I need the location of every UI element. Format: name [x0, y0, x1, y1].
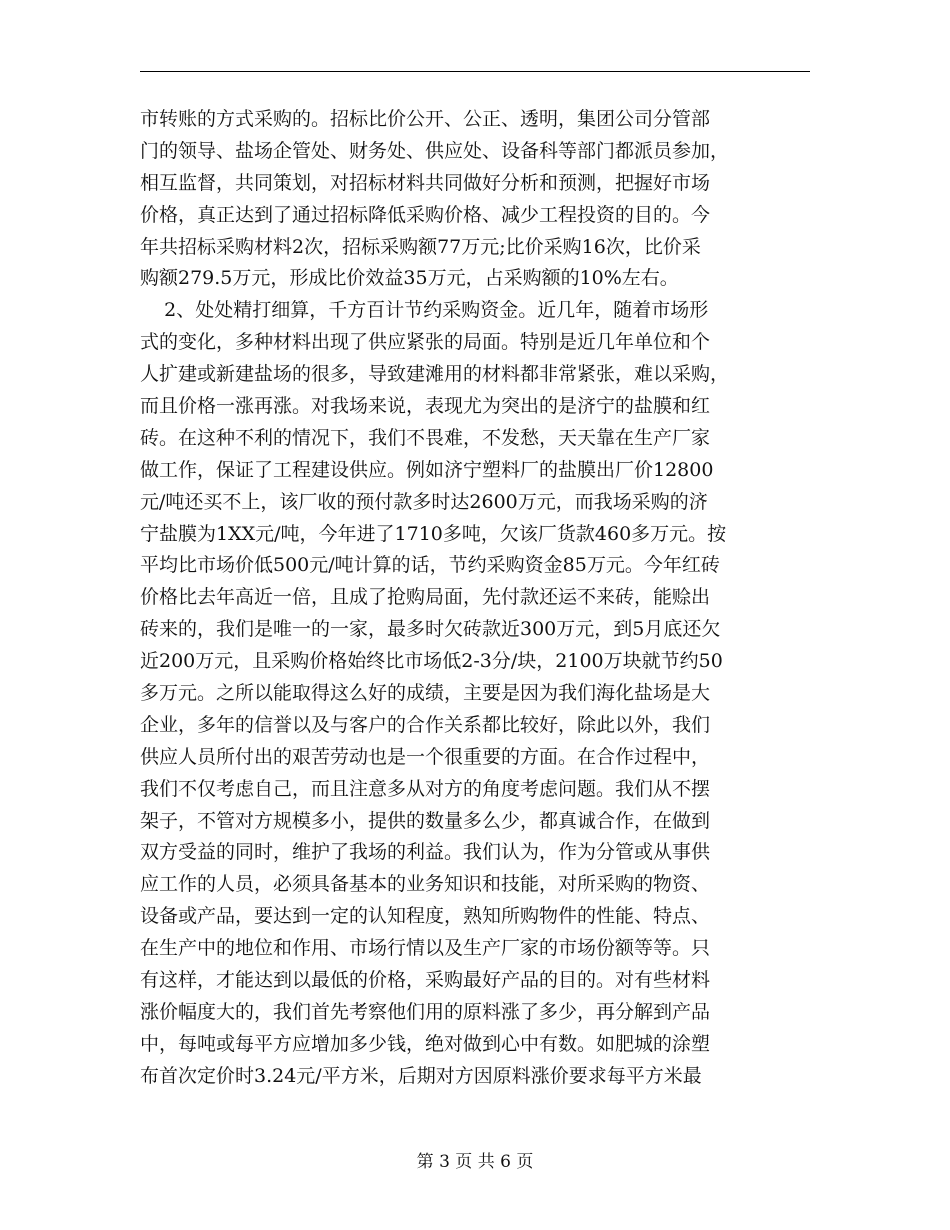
text-line: 购额279.5万元，形成比价效益35万元，占采购额的10%左右。	[140, 267, 679, 290]
text-line: 宁盐膜为1XX元/吨，今年进了1710多吨，欠该厂货款460多万元。按	[140, 522, 727, 545]
text-line: 应工作的人员，必须具备基本的业务知识和技能，对所采购的物资、	[140, 873, 711, 896]
text-line: 砖。在这种不利的情况下，我们不畏难，不发愁，天天靠在生产厂家	[140, 426, 711, 449]
text-line: 多万元。之所以能取得这么好的成绩，主要是因为我们海化盐场是大	[140, 682, 711, 705]
text-line: 架子，不管对方规模多小，提供的数量多么少，都真诚合作，在做到	[140, 809, 711, 832]
text-line: 布首次定价时3.24元/平方米，后期对方因原料涨价要求每平方米最	[140, 1064, 702, 1087]
body-text	[140, 104, 820, 1093]
text-line: 企业，多年的信誉以及与客户的合作关系都比较好，除此以外，我们	[140, 713, 711, 736]
text-line: 式的变化，多种材料出现了供应紧张的局面。特别是近几年单位和个	[140, 331, 711, 354]
text-line: 相互监督，共同策划，对招标材料共同做好分析和预测，把握好市场	[140, 171, 711, 194]
text-line: 有这样，才能达到以最低的价格，采购最好产品的目的。对有些材料	[140, 969, 711, 992]
text-line: 2、处处精打细算，千方百计节约采购资金。近几年，随着市场形	[140, 299, 709, 322]
text-line: 价格，真正达到了通过招标降低采购价格、减少工程投资的目的。今	[140, 203, 711, 226]
text-line: 平均比市场价低500元/吨计算的话，节约采购资金85万元。今年红砖	[140, 554, 720, 577]
text-line: 设备或产品，要达到一定的认知程度，熟知所购物件的性能、特点、	[140, 905, 711, 928]
text-line: 价格比去年高近一倍，且成了抢购局面，先付款还运不来砖，能赊出	[140, 586, 711, 609]
header-rule	[140, 71, 810, 72]
text-line: 人扩建或新建盐场的很多，导致建滩用的材料都非常紧张，难以采购，	[140, 363, 730, 386]
page-number-footer: 第 3 页 共 6 页	[416, 1152, 534, 1172]
text-line: 近200万元，且采购价格始终比市场低2-3分/块，2100万块就节约50	[140, 650, 723, 673]
text-line: 砖来的，我们是唯一的一家，最多时欠砖款近300万元，到5月底还欠	[140, 618, 721, 641]
text-line: 供应人员所付出的艰苦劳动也是一个很重要的方面。在合作过程中，	[140, 745, 711, 768]
text-line: 做工作，保证了工程建设供应。例如济宁塑料厂的盐膜出厂价12800	[140, 458, 714, 481]
text-line: 市转账的方式采购的。招标比价公开、公正、透明，集团公司分管部	[140, 108, 711, 130]
text-line: 年共招标采购材料2次，招标采购额77万元;比价采购16次，比价采	[140, 235, 701, 258]
text-line: 元/吨还买不上，该厂收的预付款多时达2600万元，而我场采购的济	[140, 490, 708, 513]
text-line: 涨价幅度大的，我们首先考察他们用的原料涨了多少，再分解到产品	[140, 1000, 711, 1023]
text-line: 我们不仅考虑自己，而且注意多从对方的角度考虑问题。我们从不摆	[140, 777, 711, 800]
text-line: 中，每吨或每平方应增加多少钱，绝对做到心中有数。如肥城的涂塑	[140, 1032, 711, 1055]
text-line: 在生产中的地位和作用、市场行情以及生产厂家的市场份额等等。只	[140, 937, 711, 960]
text-line: 双方受益的同时，维护了我场的利益。我们认为，作为分管或从事供	[140, 841, 711, 864]
text-line: 而且价格一涨再涨。对我场来说，表现尤为突出的是济宁的盐膜和红	[140, 395, 711, 418]
text-line: 门的领导、盐场企管处、财务处、供应处、设备科等部门都派员参加，	[140, 139, 730, 162]
